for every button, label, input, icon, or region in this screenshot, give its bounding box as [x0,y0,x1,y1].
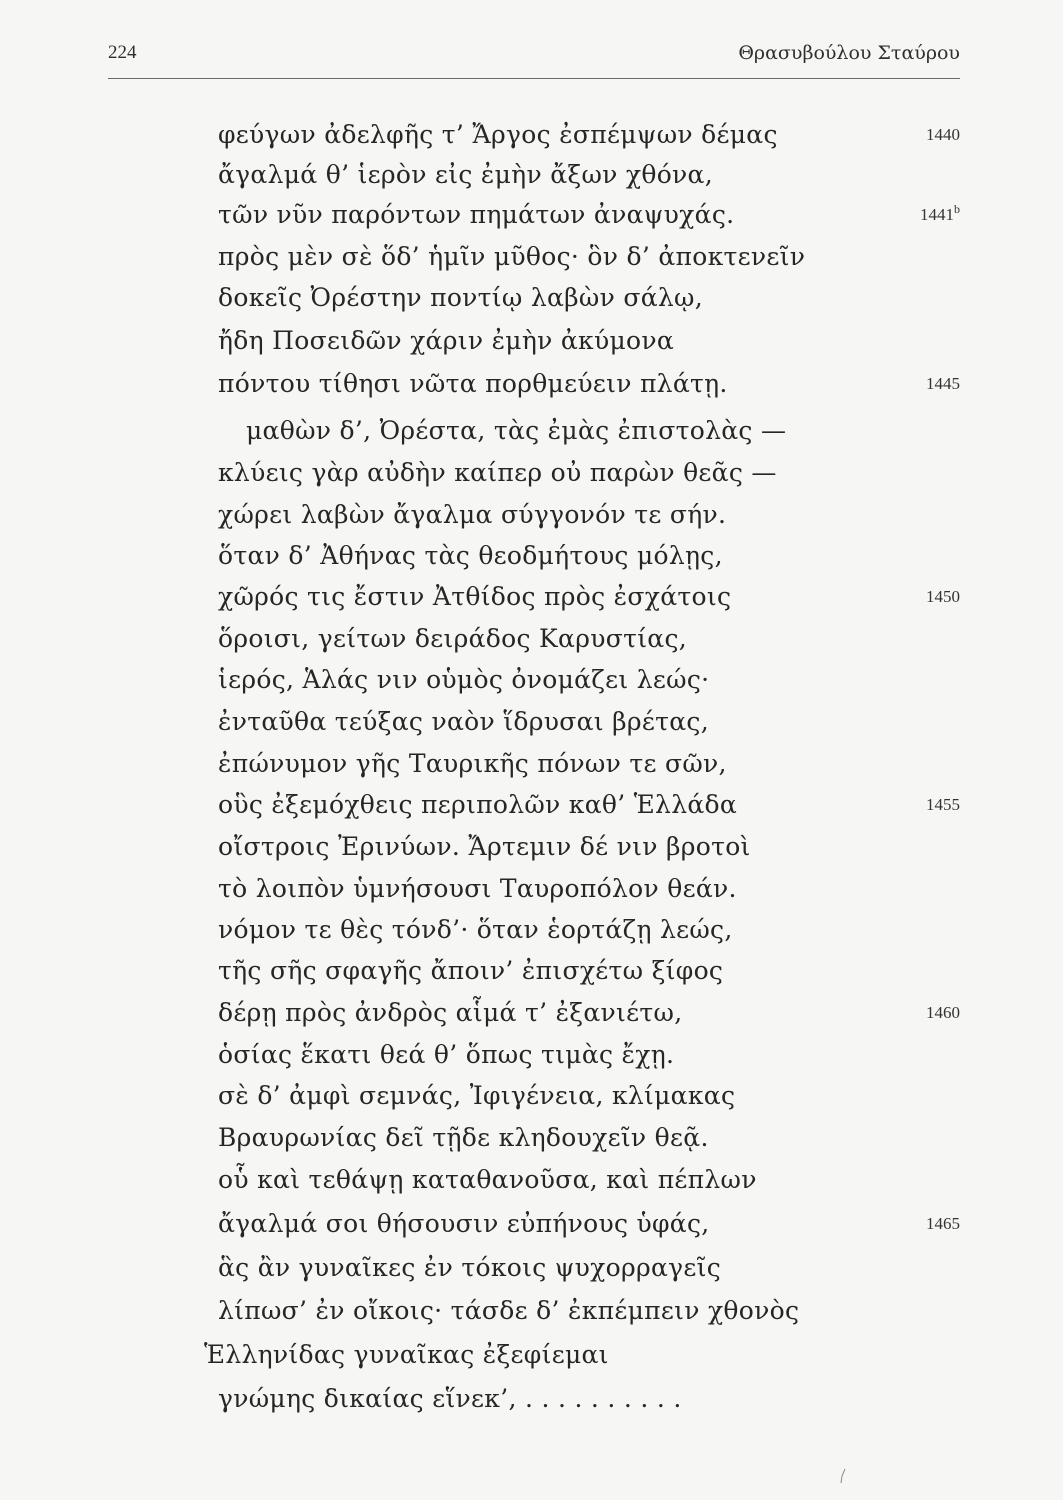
verse-line: ἃς ἂν γυναῖκες ἐν τόκοις ψυχορραγεῖς [218,1253,722,1282]
line-number: 1455 [926,795,960,814]
verse-line: φεύγων ἀδελφῆς τ’ Ἄργος ἐσπέμψων δέμας [218,120,778,149]
line-number-value: 1441 [920,205,954,224]
page-number: 224 [108,42,137,63]
verse-line: λίπωσ’ ἐν οἴκοις· τάσδε δ’ ἐκπέμπειν χθονὸς [218,1296,800,1325]
line-number: 1440 [926,125,960,144]
verse-line: κλύεις γὰρ αὐδὴν καίπερ οὐ παρὼν θεᾶς — [218,458,777,487]
verse-line: τῆς σῆς σφαγῆς ἄποιν’ ἐπισχέτω ξίφος [218,956,724,985]
pencil-mark-icon [838,1468,848,1484]
verse-line: ἐπώνυμον γῆς Ταυρικῆς πόνων τε σῶν, [218,749,727,778]
line-number: 1465 [926,1214,960,1233]
line-number: 1445 [926,374,960,393]
verse-line: τὸ λοιπὸν ὑμνήσουσι Ταυροπόλον θεάν. [218,874,737,903]
verse-line: μαθὼν δ’, Ὀρέστα, τὰς ἐμὰς ἐπιστολὰς — [246,416,787,445]
running-head: Θρασυβούλου Σταύρου [738,42,960,64]
verse-line: ἱερός, Ἁλάς νιν οὑμὸς ὀνομάζει λεώς· [218,665,710,694]
verse-line: γνώμης δικαίας εἵνεκ’, . . . . . . . . . . [218,1384,682,1413]
verse-line: ἐνταῦθα τεύξας ναὸν ἵδρυσαι βρέτας, [218,707,709,736]
verse-line: Βραυρωνίας δεῖ τῇδε κληδουχεῖν θεᾷ. [218,1123,709,1152]
line-number [880,196,960,234]
verse-line: χώρει λαβὼν ἄγαλμα σύγγονόν τε σήν. [218,500,727,529]
verse-line: νόμον τε θὲς τόνδ’· ὅταν ἑορτάζῃ λεώς, [218,915,733,944]
verse-line: Ἑλληνίδας γυναῖκας ἐξεφίεμαι [204,1340,609,1369]
verse-line: δοκεῖς Ὀρέστην ποντίῳ λαβὼν σάλῳ, [218,283,703,312]
verse-line: ὅροισι, γείτων δειράδος Καρυστίας, [218,624,688,653]
verse-line: δέρῃ πρὸς ἀνδρὸς αἷμά τ’ ἐξανιέτω, [218,998,683,1027]
line-number: 1460 [926,1003,960,1022]
verse-line: οὓς ἐξεμόχθεις περιπολῶν καθ’ Ἑλλάδα [218,790,738,819]
verse-line: οὗ καὶ τεθάψῃ καταθανοῦσα, καὶ πέπλων [218,1165,757,1194]
verse-line: ἄγαλμά σοι θήσουσιν εὐπήνους ὑφάς, [218,1209,710,1238]
verse-line: τῶν νῦν παρόντων πημάτων ἀναψυχάς. [218,200,735,229]
verse-line: ὅταν δ’ Ἀθήνας τὰς θεοδμήτους μόλῃς, [218,541,723,570]
line-number: 1450 [926,587,960,606]
verse-line: ἤδη Ποσειδῶν χάριν ἐμὴν ἀκύμονα [218,326,675,355]
verse-line: πρὸς μὲν σὲ ὅδ’ ἡμῖν μῦθος· ὃν δ’ ἀποκτενεῖν [218,242,806,271]
verse-line: πόντου τίθησι νῶτα πορθμεύειν πλάτῃ. [218,369,728,398]
verse-line: ὁσίας ἕκατι θεά θ’ ὅπως τιμὰς ἔχῃ. [218,1040,675,1069]
line-number-suffix: b [954,202,960,216]
verse-line: οἴστροις Ἐρινύων. Ἄρτεμιν δέ νιν βροτοὶ [218,832,751,861]
verse-line: χῶρός τις ἔστιν Ἀτθίδος πρὸς ἐσχάτοις [218,582,732,611]
verse-line: σὲ δ’ ἀμφὶ σεμνάς, Ἰφιγένεια, κλίμακας [218,1081,736,1110]
verse-line: ἄγαλμά θ’ ἱερὸν εἰς ἐμὴν ἄξων χθόνα, [218,160,713,189]
